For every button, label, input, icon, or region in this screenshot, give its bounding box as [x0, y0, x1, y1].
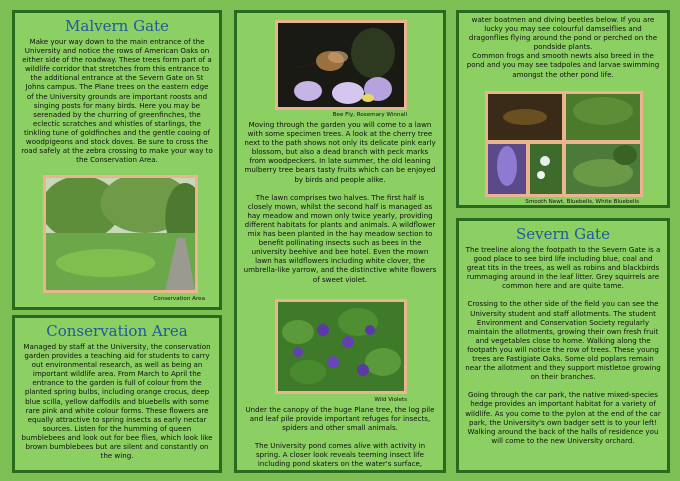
- conservation-area-caption: Conservation Area: [153, 296, 205, 302]
- bee-fly-image: [278, 23, 404, 107]
- severn-gate-text-1: The treeline along the footpath to the Severn Gate is a good place to see bird life including blue, coal and great tits in the trees, as well as robins and blackbirds rummaging around in the leaf litter. Grey squirrels are common here and are quite tame.: [465, 245, 661, 291]
- severn-gate-text-3: Going through the car park, the native mixed-species hedge provides an important habitat for a variety of wildlife. As you come to the pylon at the end of the car park, the University's own badger sett is to your left! Walking around the back of the halls of residence you will come to the new University orchard.: [465, 390, 661, 445]
- malvern-gate-title: Malvern Gate: [65, 17, 169, 35]
- cherry-tree-text: Moving through the garden you will come to a lawn with some specimen trees. A look at the cherry tree next to the path shows not only its delicate pink early blossom, but also a dead branch with peck marks from woodpeckers. In late summer, the old leaning mulberry tree bears tasty fruits which can be enjoyed by birds and people alike.: [244, 120, 436, 184]
- conservation-area-panel: [12, 315, 222, 473]
- bee-fly-photo: [275, 20, 407, 110]
- lawn-text: The lawn comprises two halves. The first half is closely mown, whilst the second half is managed as hay meadow and mown only twice yearly, providing different habitats for plants and animals. A wildflower mix has been planted in the hay meadow section to benefit pollinating insects such as bees in the university beehive and bee hotel. Even the mown lawn has wildflowers including white clover, the umbrella-like yarrow, and the distinctive white flowers of sweet violet.: [243, 192, 437, 284]
- wild-violets-caption: Wild Violets: [374, 397, 407, 403]
- garden-image: [46, 178, 195, 290]
- severn-gate-title: Severn Gate: [516, 225, 610, 243]
- newt-bluebells-image: [485, 91, 643, 197]
- bee-fly-caption: Bee Fly, Rosemary Winnall: [332, 112, 407, 118]
- conservation-area-title: Conservation Area: [46, 322, 188, 340]
- malvern-gate-panel: [12, 10, 222, 310]
- malvern-gate-text: Make your way down to the main entrance of the University and notice the rows of American Oaks on either side of the roadway. These trees form part of a wildlife corridor that stretches from this entrance to the additional entrance at the Severn Gate on St Johns campus. The Plane trees on the eastern edge of the University grounds are important roosts and singing posts for many birds. Here you may be serenaded by the churring of greenfinches, the eclectic scratches and whistles of starlings, the tinkling tune of goldfinches and the gentle cooing of woodpigeons and stock doves. Be sure to cross the road safely at the zebra crossing to make your way to the Conservation Area.: [21, 37, 213, 165]
- plane-tree-text: Under the canopy of the huge Plane tree, the log pile and leaf pile provide important refuges for insects, spiders and other small animals.: [245, 405, 435, 433]
- pond-text: The University pond comes alive with activity in spring. A closer look reveals teeming insect life including pond skaters on the water's surface,: [254, 441, 426, 469]
- pond-life-text-1: water boatmen and diving beetles below. If you are lucky you may see colourful damselflies and dragonflies flying around the pond or perched on the pondside plants.: [468, 15, 658, 52]
- middle-text-block-1: [237, 120, 443, 284]
- pond-life-caption: Smooth Newt, Bluebells, White Bluebells: [525, 199, 639, 205]
- middle-text-block-2: [237, 405, 443, 469]
- wild-violets-image: [278, 302, 404, 391]
- severn-gate-text-2: Crossing to the other side of the field you can see the University student and staff allotments. The student Environment and Conservation Society regularly maintain the allotments, growing their own fresh fruit and vegetables close to home. Walking along the footpath you will notice the row of trees. These young trees are Fastigiate Oaks. Some old poplars remain near the allotment and they support mistletoe growing on their branches.: [465, 299, 661, 382]
- severn-gate-panel: [456, 218, 670, 473]
- conservation-area-text: Managed by staff at the University, the conservation garden provides a teaching aid for students to carry out environmental research, as well as being an important wildlife area. From March to April the entrance to the garden is full of colour from the planted spring bulbs, including orange crocus, deep blue scilla, yellow daffodils and bluebells with some rare pink and white colour forms. These flowers are equally attractive to spring insects as early nectar sources. Listen for the humming of queen bumblebees and look out for bee flies, which look like brown bumblebees but are silent and constantly on the wing.: [21, 342, 213, 461]
- pond-life-text-2: Common frogs and smooth newts also breed in the pond and you may see tadpoles and larvae swimming amongst the other pond life.: [466, 51, 660, 79]
- middle-panel: [234, 10, 446, 473]
- pond-life-photo-collage: [485, 91, 643, 197]
- pond-life-panel: [456, 10, 670, 208]
- wild-violets-photo: [275, 299, 407, 394]
- conservation-area-photo: [43, 175, 198, 293]
